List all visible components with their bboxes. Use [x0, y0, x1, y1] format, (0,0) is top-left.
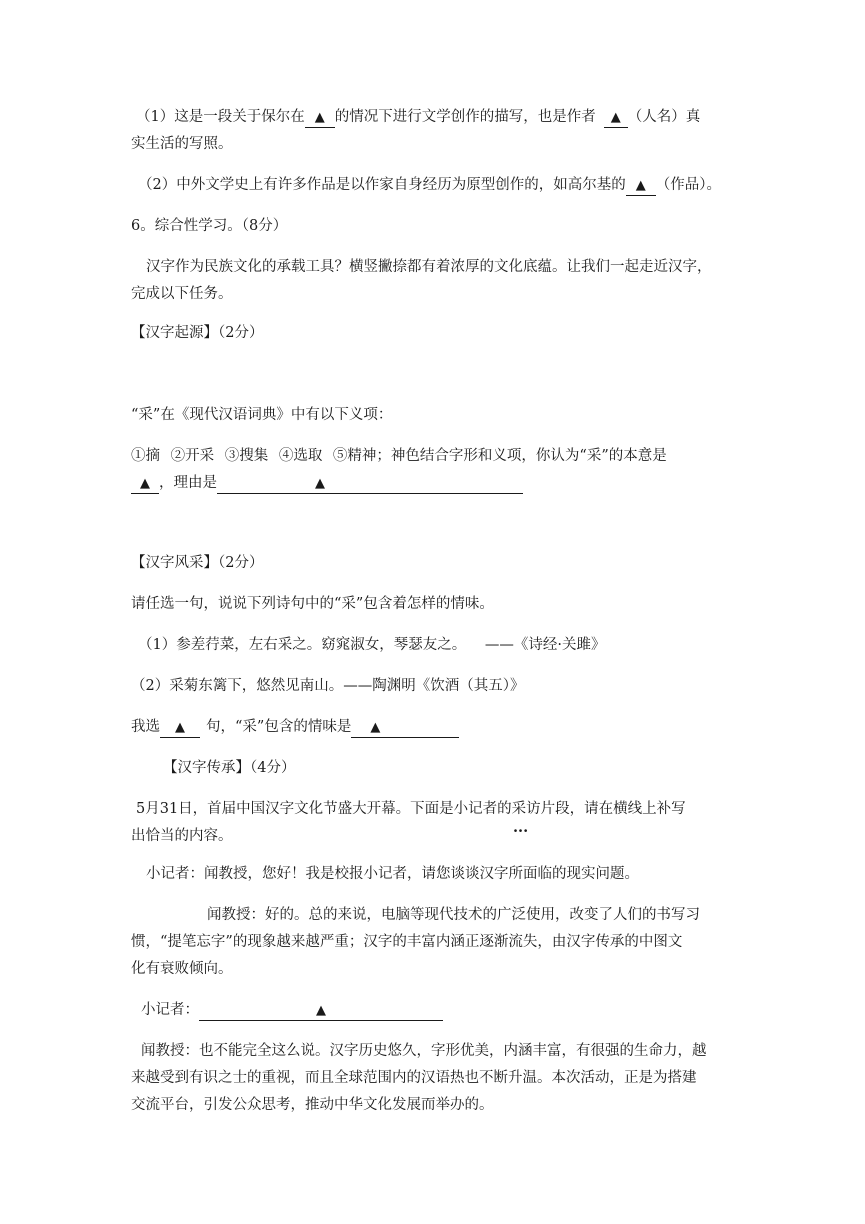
q5-item1-line2: 实生活的写照。: [131, 136, 233, 152]
origin-line2: ①摘 ②开采 ③搜集 ④选取 ⑤精神；神色结合字形和义项，你认为“采”的本意是: [131, 448, 667, 464]
inherit-intro-line2: 出恰当的内容。: [131, 828, 233, 844]
answer-blank[interactable]: ▲: [160, 718, 200, 738]
style-prompt: 请任选一句，说说下列诗句中的“采”包含着怎样的情味。: [131, 596, 494, 612]
section-title-style: 【汉字风采】（2分）: [131, 555, 264, 571]
answer-blank[interactable]: ▲: [626, 176, 656, 196]
q6-intro-line2: 完成以下任务。: [131, 286, 233, 302]
professor-reply-2-line2: 来越受到有识之士的重视，而且全球范围内的汉语热也不断升温。本次活动，正是为搭建: [131, 1070, 697, 1086]
ellipsis: ···: [513, 823, 529, 840]
professor-reply-1-line3: 化有衰败倾向。: [131, 961, 233, 977]
answer-blank[interactable]: ▲: [604, 108, 628, 128]
answer-blank[interactable]: ▲: [199, 1001, 443, 1021]
section-title-origin: 【汉字起源】（2分）: [131, 325, 264, 341]
q5-item1-line1: （1）这是一段关于保尔在 ▲ 的情况下进行文学创作的描写，也是作者 ▲ （人名）真: [136, 107, 700, 128]
professor-reply-2-line3: 交流平台，引发公众思考，推动中华文化发展而举办的。: [131, 1097, 494, 1113]
answer-blank[interactable]: ▲: [131, 474, 159, 494]
section-title-inherit: 【汉字传承】（4分）: [163, 760, 296, 776]
answer-blank[interactable]: ▲: [217, 474, 523, 494]
q6-intro-line1: 汉字作为民族文化的承载工具？横竖撇捺都有着浓厚的文化底蕴。让我们一起走近汉字，: [146, 259, 712, 275]
q6-heading: 6。综合性学习。（8分）: [131, 218, 288, 234]
origin-line1: “采”在《现代汉语词典》中有以下义项：: [131, 407, 393, 423]
inherit-intro-line1: 5月31日，首届中国汉字文化节盛大开幕。下面是小记者的采访片段，请在横线上补写: [136, 801, 686, 817]
professor-reply-2-line1: 闻教授：也不能完全这么说。汉字历史悠久，字形优美，内涵丰富，有很强的生命力，越: [141, 1043, 707, 1059]
professor-reply-1-line2: 惯，“提笔忘字”的现象越来越严重；汉字的丰富内涵正逐渐流失，由汉字传承的中图文: [131, 934, 683, 950]
poem-2: （2）采菊东篱下，悠然见南山。——陶渊明《饮酒（其五）》: [131, 678, 525, 694]
professor-reply-1-line1: 闻教授：好的。总的来说，电脑等现代技术的广泛使用，改变了人们的书写习: [207, 907, 700, 923]
answer-blank[interactable]: ▲: [305, 108, 335, 128]
answer-blank[interactable]: ▲: [351, 718, 459, 738]
style-answer-line: 我选 ▲ 句，“采”包含的情味是 ▲: [131, 717, 459, 738]
reporter-line-1: 小记者：闻教授，您好！我是校报小记者，请您谈谈汉字所面临的现实问题。: [146, 866, 639, 882]
reporter-line-2: 小记者： ▲: [141, 1000, 443, 1021]
q5-item2: （2）中外文学史上有许多作品是以作家自身经历为原型创作的，如高尔基的 ▲ （作品）。: [138, 175, 721, 196]
poem-1: （1）参差荇菜，左右采之。窈窕淑女，琴瑟友之。 ——《诗经·关雎》: [138, 637, 606, 653]
origin-line3: ▲ ，理由是 ▲: [131, 473, 523, 494]
